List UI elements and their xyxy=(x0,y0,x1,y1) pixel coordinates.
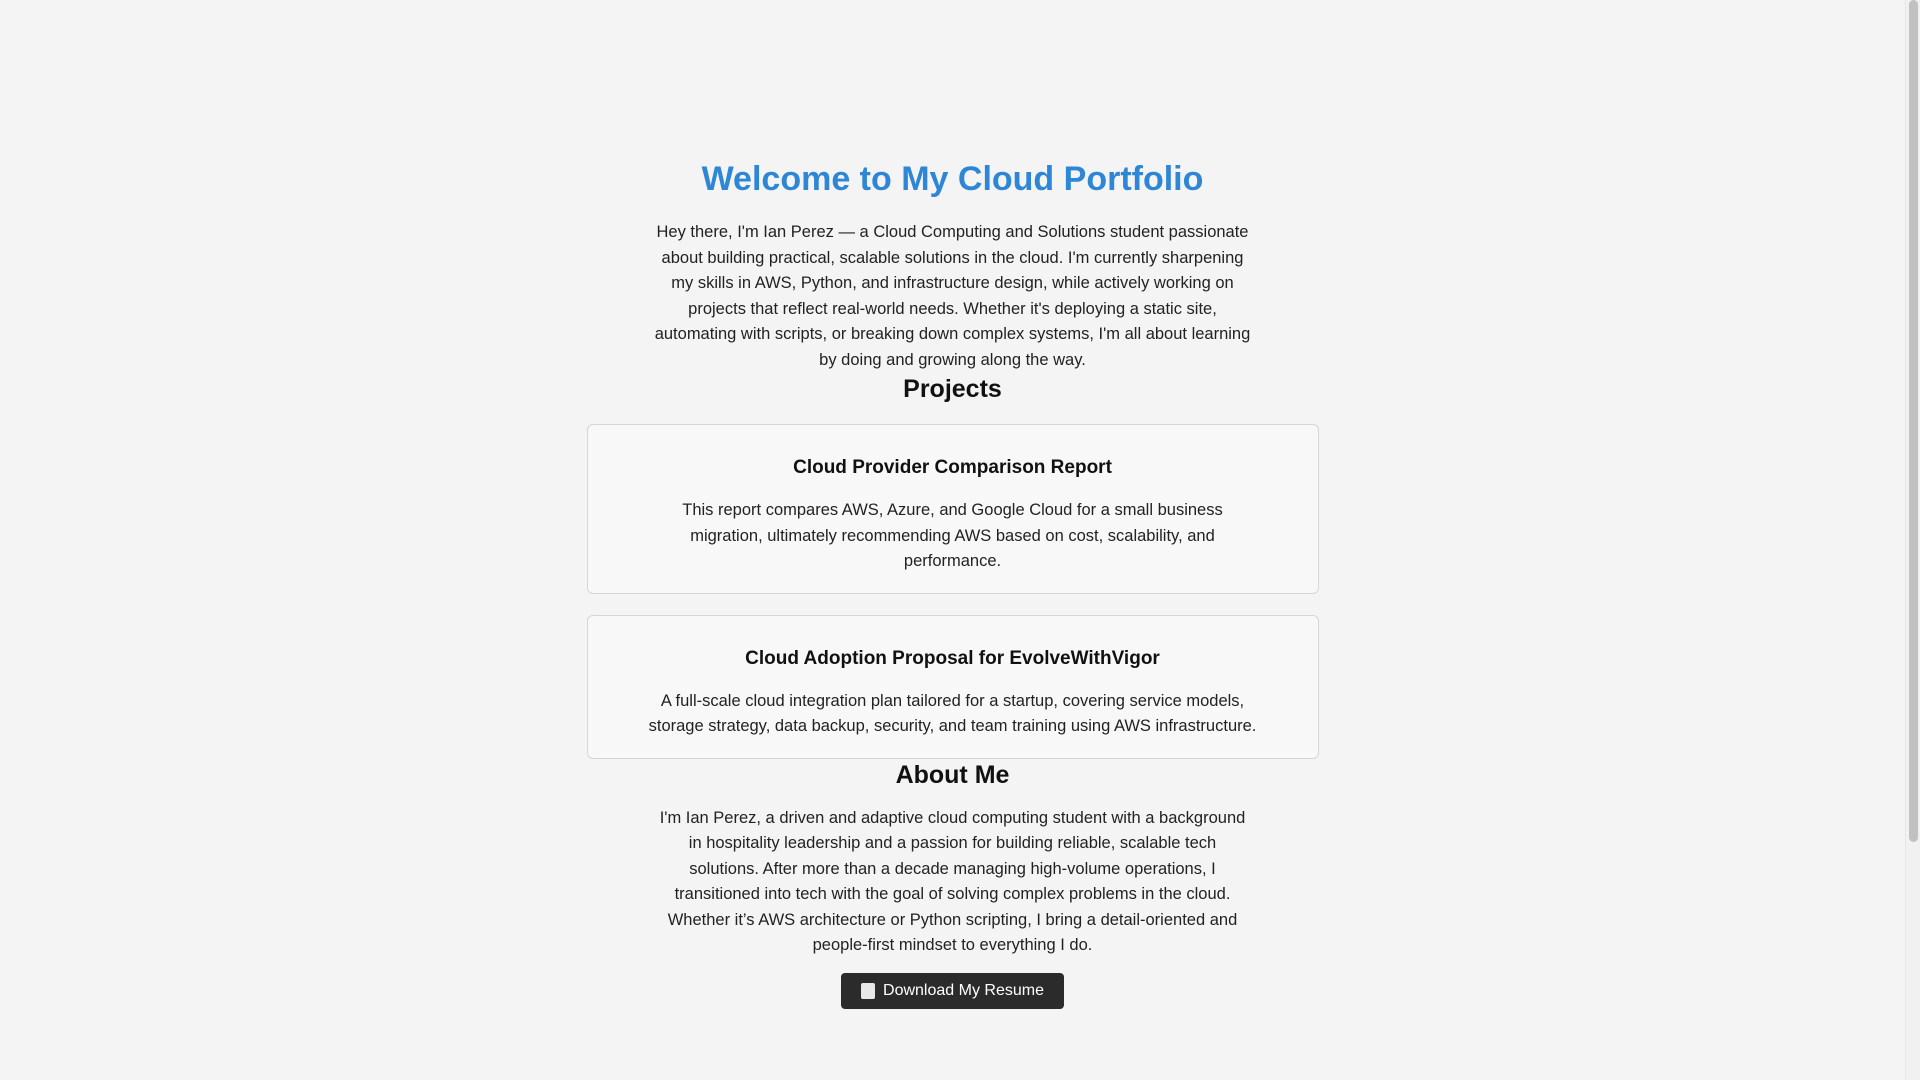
project-title: Cloud Adoption Proposal for EvolveWithVigor xyxy=(745,647,1160,669)
project-title: Cloud Provider Comparison Report xyxy=(793,457,1112,478)
main-content xyxy=(587,0,1319,1009)
intro-paragraph: Hey there, I'm Ian Perez — a Cloud Computing and Solutions student passionate about building practical, scalable solutions in the cloud. I'm currently sharpening my skills in AWS, Python, and infrastructure design, while actively working on projects that reflect real-world needs. Whether it's deploying a static site, automating with scripts, or breaking down complex systems, I'm all about learning by doing and growing along the way. xyxy=(654,223,1251,369)
resume-button-label: Download My Resume xyxy=(883,981,1044,999)
page-title: Welcome to My Cloud Portfolio xyxy=(701,160,1204,198)
project-card xyxy=(587,424,1319,594)
projects-heading: Projects xyxy=(903,375,1002,403)
vertical-scrollbar[interactable] xyxy=(1905,0,1920,1080)
download-resume-button[interactable] xyxy=(841,973,1064,1009)
about-paragraph: I'm Ian Perez, a driven and adaptive cloud computing student with a background in hospitality leadership and a passion for building reliable, scalable tech solutions. After more than a decade managing high-volume operations, I transitioned into tech with the goal of solving complex problems in the cloud. Whether it’s AWS architecture or Python scripting, I bring a detail-oriented and people-first mindset to everything I do. xyxy=(659,808,1246,954)
project-description: A full-scale cloud integration plan tailored for a startup, covering service models, storage strategy, data backup, security, and team training using AWS infrastructure. xyxy=(648,691,1257,735)
project-description: This report compares AWS, Azure, and Google Cloud for a small business migration, ultimately recommending AWS based on cost, scalability, and performance. xyxy=(682,501,1223,570)
about-heading: About Me xyxy=(895,760,1010,789)
project-card xyxy=(587,615,1319,759)
document-icon xyxy=(861,983,875,999)
scrollbar-thumb[interactable] xyxy=(1909,0,1918,842)
